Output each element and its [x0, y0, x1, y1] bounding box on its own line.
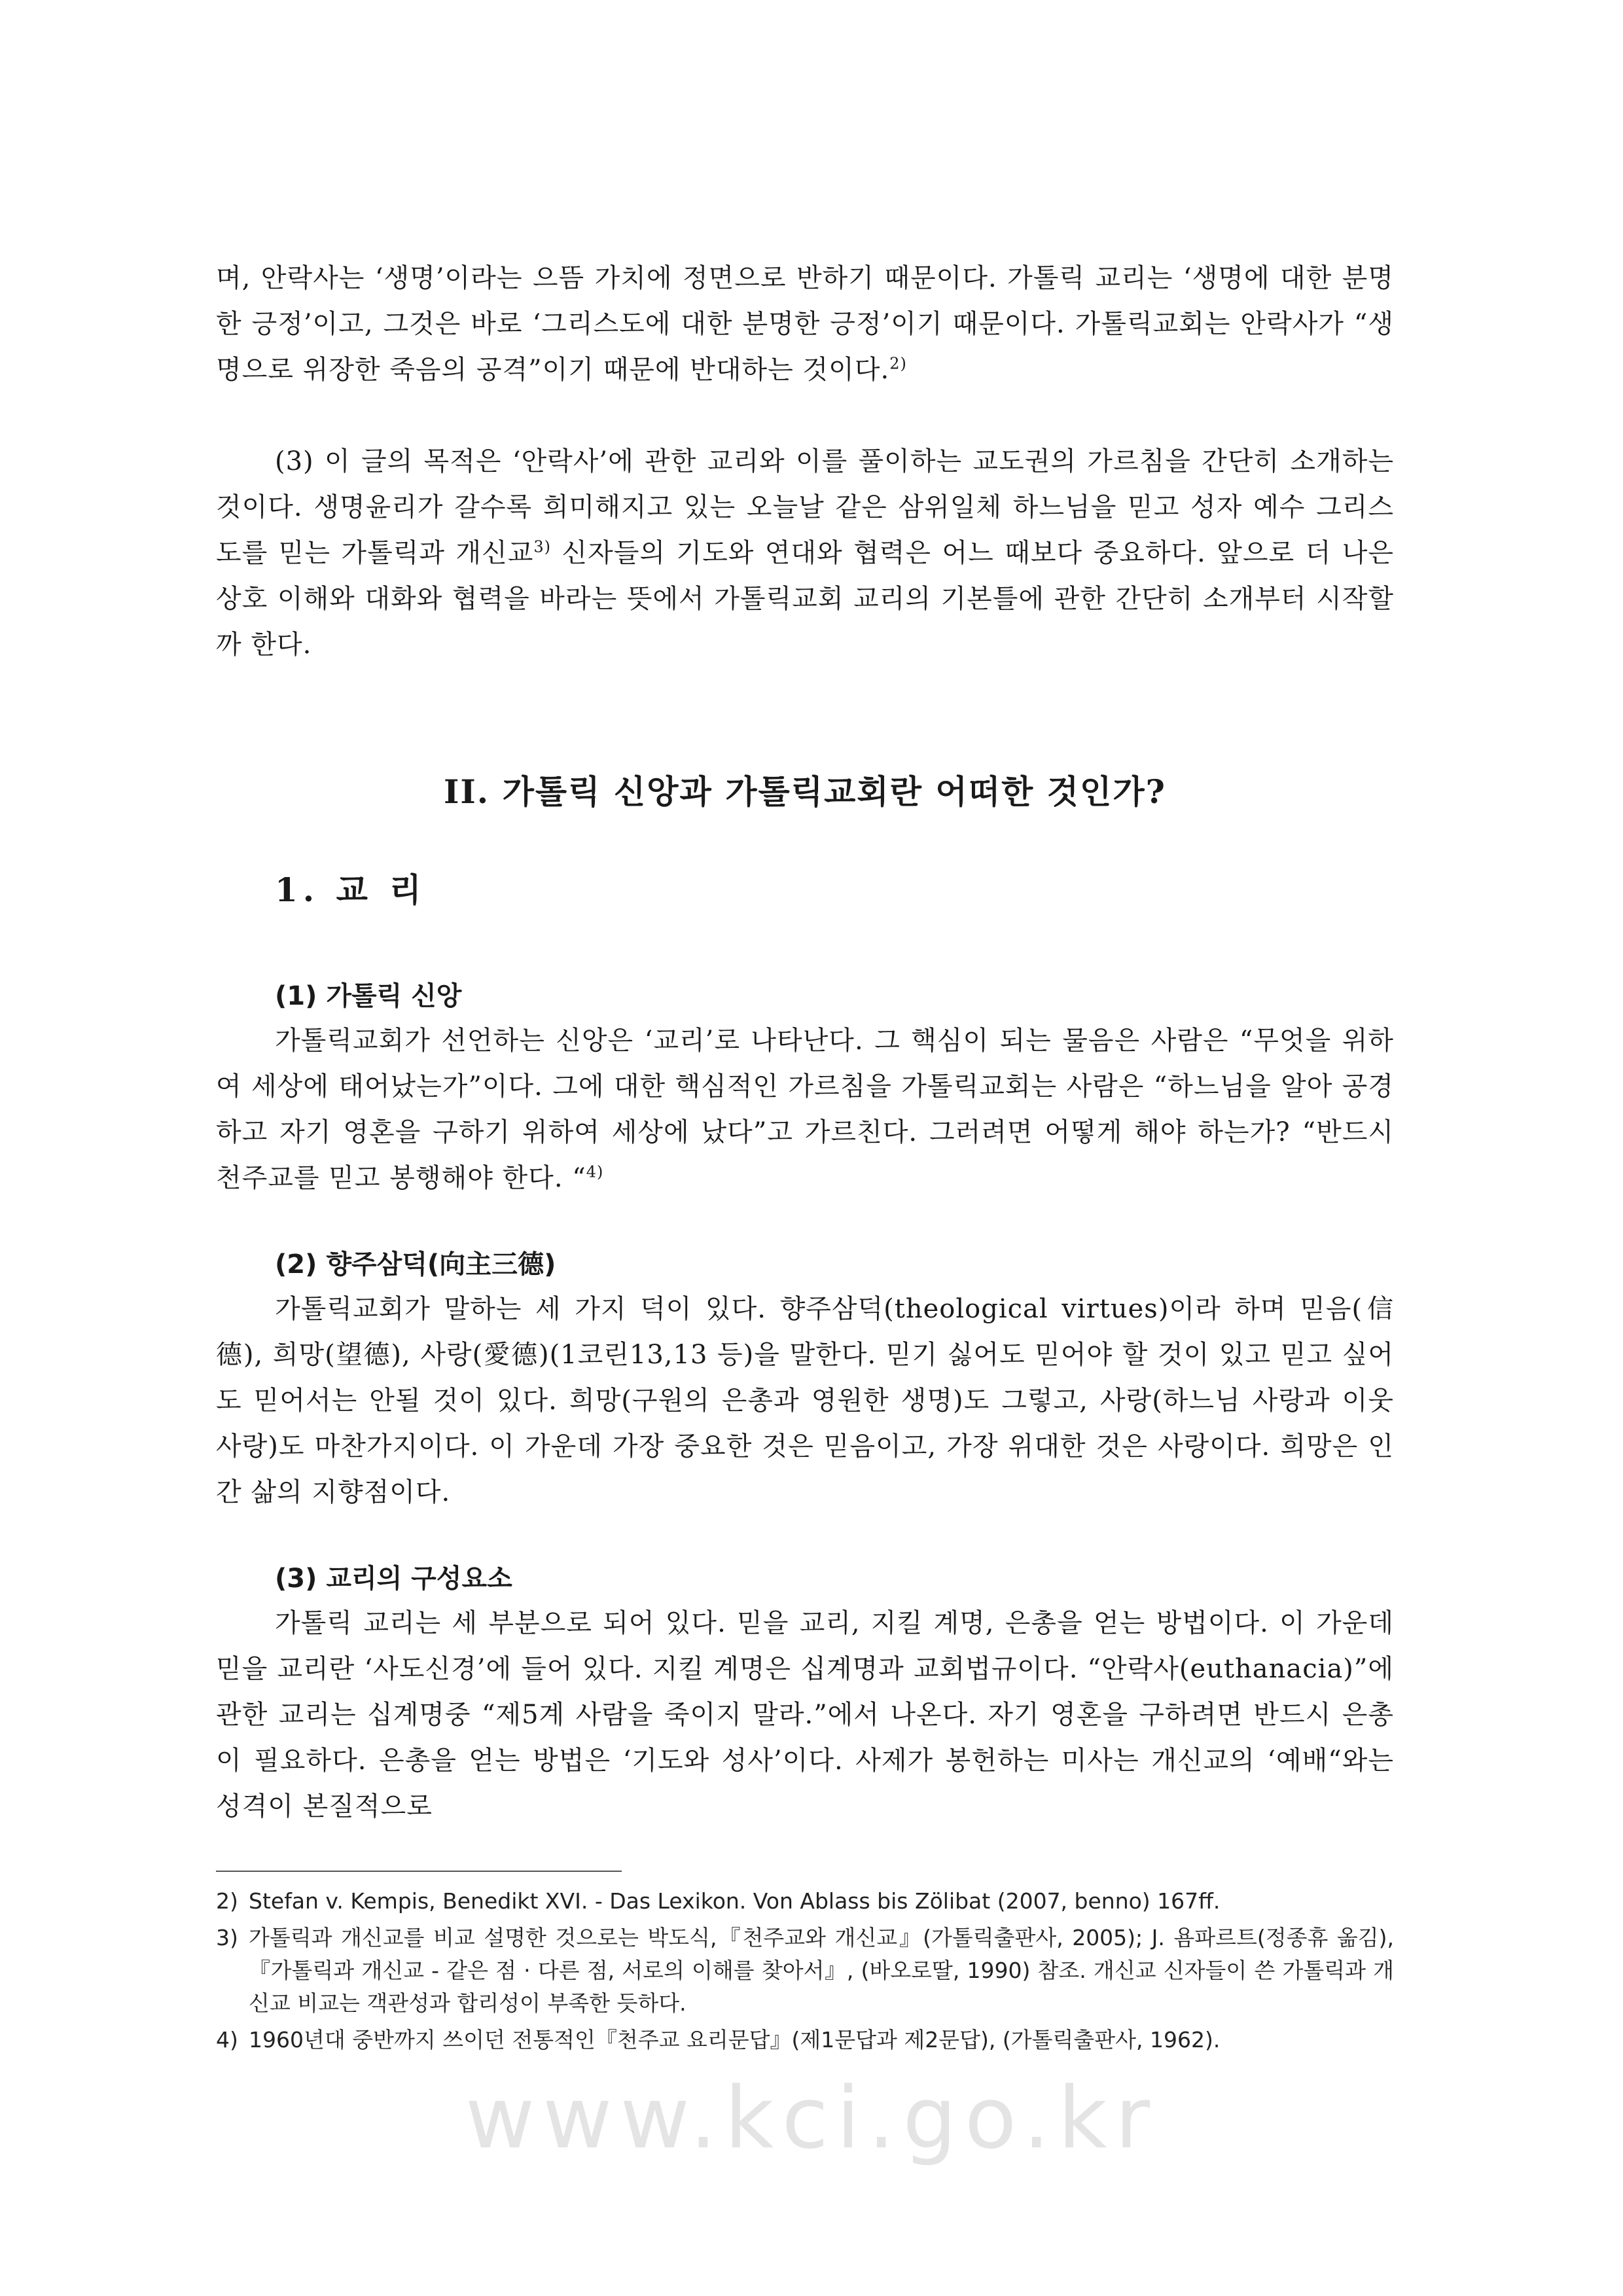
footnote-text: Stefan v. Kempis, Benedikt XVI. - Das Lexikon. Von Ablass bis Zölibat (2007, benno) 167ff.	[249, 1888, 1221, 1914]
footnote-number: 4)	[216, 2027, 238, 2053]
footnote-number: 2)	[216, 1888, 238, 1914]
faith-paragraph-text: 가톨릭교회가 선언하는 신앙은 ‘교리’로 나타난다. 그 핵심이 되는 물음은 사람은 “무엇을 위하여 세상에 태어났는가”이다. 그에 대한 핵심적인 가르침을 가톨릭교회는 사람은 “하느님을 알아 공경하고 자기 영혼을 구하기 위하여 세상에 났다”고 가르친다. 그러려면 어떻게 해야 하는가? “반드시 천주교를 믿고 봉행해야 한다. “	[216, 1026, 1394, 1193]
footnotes	[216, 1885, 1394, 2060]
elements-heading: (3) 교리의 구성요소	[275, 1564, 512, 1594]
footnote-divider	[216, 1871, 622, 1872]
subsection-title: 1. 교 리	[275, 870, 427, 909]
watermark: www.kci.go.kr	[465, 2068, 1158, 2168]
faith-heading: (1) 가톨릭 신앙	[275, 981, 462, 1011]
intro-paragraph-2-text-b: 신자들의 기도와 연대와 협력은 어느 때보다 중요하다. 앞으로 더 나은 상호 이해와 대화와 협력을 바라는 뜻에서 가톨릭교회 교리의 기본틀에 관한 간단히 소개부터 시작할까 한다.	[216, 538, 1394, 660]
footnote-number: 3)	[216, 1925, 238, 1950]
footnote-3	[216, 1922, 1394, 2020]
footnote-4	[216, 2024, 1394, 2056]
virtues-heading: (2) 향주삼덕(向主三德)	[275, 1249, 556, 1280]
footnote-text: 가톨릭과 개신교를 비교 설명한 것으로는 박도식,『천주교와 개신교』(가톨릭출판사, 2005); J. 욤파르트(정종휴 옮김),『가톨릭과 개신교 - 같은 점 · 다른 점, 서로의 이해를 찾아서』, (바오로딸, 1990) 참조. 개신교 신자들이 쓴 가톨릭과 개신교 비교는 객관성과 합리성이 부족한 듯하다.	[249, 1925, 1394, 2016]
footnote-text: 1960년대 중반까지 쓰이던 전통적인『천주교 요리문답』(제1문답과 제2문답), (가톨릭출판사, 1962).	[249, 2027, 1221, 2053]
intro-paragraph-1	[216, 255, 1394, 393]
intro-paragraph-2-text-a: (3) 이 글의 목적은 ‘안락사’에 관한 교리와 이를 풀이하는 교도권의 가르침을 간단히 소개하는 것이다. 생명윤리가 갈수록 희미해지고 있는 오늘날 같은 삼위일체 하느님을 믿고 성자 예수 그리스도를 믿는 가톨릭과 개신교	[216, 446, 1394, 568]
virtues-paragraph: 가톨릭교회가 말하는 세 가지 덕이 있다. 향주삼덕(theological virtues)이라 하며 믿음(信德), 희망(望德), 사랑(愛德)(1코린13,13 등)을 말한다. 믿기 싫어도 믿어야 할 것이 있고 믿고 싶어도 믿어서는 안될 것이 있다. 희망(구원의 은총과 영원한 생명)도 그렇고, 사랑(하느님 사랑과 이웃 사랑)도 마찬가지이다. 이 가운데 가장 중요한 것은 믿음이고, 가장 위대한 것은 사랑이다. 희망은 인간 삶의 지향점이다.	[216, 1294, 1394, 1507]
section-title: II. 가톨릭 신앙과 가톨릭교회란 어떠한 것인가?	[444, 772, 1166, 811]
intro-paragraph-1-text: 며, 안락사는 ‘생명’이라는 으뜸 가치에 정면으로 반하기 때문이다. 가톨릭 교리는 ‘생명에 대한 분명한 긍정’이고, 그것은 바로 ‘그리스도에 대한 분명한 긍정’이기 때문이다. 가톨릭교회는 안락사가 “생명으로 위장한 죽음의 공격”이기 때문에 반대하는 것이다.	[216, 263, 1394, 385]
footnote-ref-4[interactable]: 4)	[586, 1162, 604, 1181]
elements-paragraph: 가톨릭 교리는 세 부분으로 되어 있다. 믿을 교리, 지킬 계명, 은총을 얻는 방법이다. 이 가운데 믿을 교리란 ‘사도신경’에 들어 있다. 지킬 계명은 십계명과 교회법규이다. “안락사(euthanacia)”에 관한 교리는 십계명중 “제5계 사람을 죽이지 말라.”에서 나온다. 자기 영혼을 구하려면 반드시 은총이 필요하다. 은총을 얻는 방법은 ‘기도와 성사’이다. 사제가 봉헌하는 미사는 개신교의 ‘예배“와는 성격이 본질적으로	[216, 1608, 1394, 1821]
intro-paragraph-2	[216, 439, 1394, 668]
footnote-ref-2[interactable]: 2)	[889, 354, 907, 373]
footnote-2	[216, 1885, 1394, 1918]
faith-paragraph	[216, 1018, 1394, 1201]
footnote-ref-3[interactable]: 3)	[533, 537, 551, 556]
